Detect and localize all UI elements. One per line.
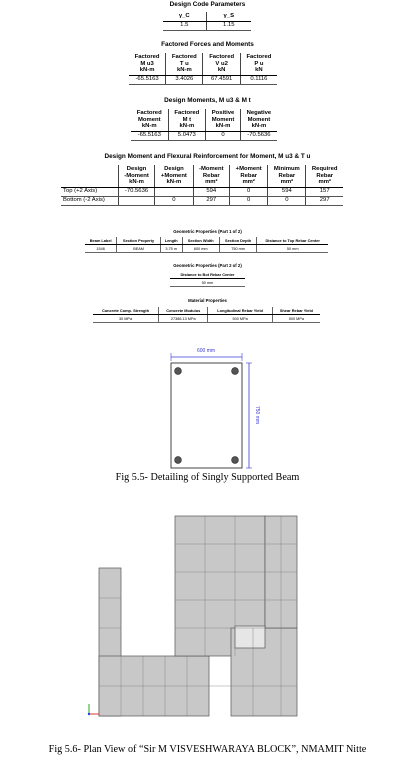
concrete-modulus-value: 27386.13 MPa — [159, 315, 208, 323]
design-code-title: Design Code Parameters — [169, 1, 246, 8]
longitudinal-yield-value: 500 MPa — [208, 315, 272, 323]
axis-marker — [88, 704, 99, 715]
positive-moment-value: 0 — [206, 131, 241, 140]
geometric-part1-table — [85, 237, 328, 253]
table-cell: -70.5636 — [118, 187, 154, 196]
table-cell: 0 — [268, 196, 306, 205]
row-label-bottom: Bottom (-2 Axis) — [61, 196, 118, 205]
plan-stair-opening — [235, 626, 265, 648]
factored-mt-value: 5.0473 — [168, 131, 206, 140]
minimum-rebar-header: Minimum Rebar mm² — [268, 165, 306, 187]
row-label-header — [61, 165, 118, 187]
table-cell: 157 — [306, 187, 343, 196]
factored-moment-header: Factored Moment kN-m — [131, 109, 168, 131]
section-property-value: BEAM — [117, 245, 161, 253]
factored-moment-value: -65.5163 — [131, 131, 168, 140]
beam-label-value: 1546 — [85, 245, 117, 253]
factored-pu-header: Factored P u kN — [240, 53, 277, 75]
table-cell: 297 — [306, 196, 343, 205]
geometric-part1-title: Geometric Properties (Part 1 of 2) — [173, 229, 242, 234]
depth-dimension — [246, 363, 260, 468]
factored-tu-value: 3.4026 — [166, 75, 203, 84]
neg-moment-rebar-header: -Moment Rebar mm² — [193, 165, 229, 187]
rebar-bottom-left — [175, 457, 182, 464]
gamma-c-value: 1.5 — [163, 21, 206, 30]
plan-view-drawing — [75, 508, 335, 728]
design-moments-title: Design Moments, M u3 & M t — [164, 97, 251, 104]
concrete-strength-header: Concrete Comp. Strength — [93, 307, 159, 315]
design-moments-table — [131, 109, 277, 141]
concrete-strength-value: 30 MPa — [93, 315, 159, 323]
top-rebar-distance-value: 50 mm — [257, 245, 328, 253]
positive-moment-header: Positive Moment kN-m — [206, 109, 241, 131]
factored-pu-value: 0.1116 — [240, 75, 277, 84]
geometric-part2-title: Geometric Properties (Part 2 of 2) — [173, 263, 242, 268]
longitudinal-yield-header: Longitudinal Rebar Yield — [208, 307, 272, 315]
required-rebar-header: Required Rebar mm² — [306, 165, 343, 187]
table-row — [61, 196, 343, 205]
table-cell: 0 — [230, 187, 268, 196]
pos-moment-rebar-header: +Moment Rebar mm² — [230, 165, 268, 187]
rebar-top-left — [175, 368, 182, 375]
reinforcement-title: Design Moment and Flexural Reinforcement for Moment, M u3 & T u — [104, 153, 311, 160]
gamma-c-header: γ_C — [163, 12, 206, 21]
design-pos-moment-header: Design +Moment kN-m — [155, 165, 193, 187]
material-title: Material Properties — [188, 298, 227, 303]
factored-forces-title: Factored Forces and Moments — [161, 41, 254, 48]
concrete-modulus-header: Concrete Modulus — [159, 307, 208, 315]
gamma-s-header: γ_S — [206, 12, 251, 21]
reinforcement-table — [61, 165, 343, 206]
rebar-bottom-right — [232, 457, 239, 464]
factored-mt-header: Factored M t kN-m — [168, 109, 206, 131]
section-depth-value: 750 mm — [219, 245, 257, 253]
factored-tu-header: Factored T u kN-m — [166, 53, 203, 75]
negative-moment-header: Negative Moment kN-m — [240, 109, 277, 131]
table-cell — [155, 187, 193, 196]
material-table — [93, 307, 320, 323]
geometric-part2-table — [170, 271, 245, 287]
table-cell: 594 — [193, 187, 229, 196]
fig55-caption: Fig 5.5- Detailing of Singly Supported Beam — [115, 472, 300, 483]
design-neg-moment-header: Design -Moment kN-m — [118, 165, 154, 187]
beam-section-outline — [171, 363, 242, 468]
factored-vu2-value: 67.4591 — [203, 75, 240, 84]
table-cell: 594 — [268, 187, 306, 196]
row-label-top: Top (+2 Axis) — [61, 187, 118, 196]
shear-yield-value: 500 MPa — [272, 315, 320, 323]
section-width-value: 600 mm — [182, 245, 219, 253]
fig56-caption: Fig 5.6- Plan View of “Sir M VISVESHWARAYA BLOCK”, NMAMIT Nitte — [48, 744, 367, 755]
beam-label-header: Beam Label — [85, 237, 117, 245]
table-cell: 0 — [155, 196, 193, 205]
gamma-s-value: 1.15 — [206, 21, 251, 30]
factored-mu3-value: -65.5163 — [129, 75, 166, 84]
table-row — [61, 187, 343, 196]
table-cell: 297 — [193, 196, 229, 205]
length-header: Length — [160, 237, 182, 245]
shear-yield-header: Shear Rebar Yield — [272, 307, 320, 315]
section-depth-header: Section Depth — [219, 237, 257, 245]
width-label: 600 mm — [196, 348, 216, 354]
table-cell — [118, 196, 154, 205]
bot-rebar-distance-value: 50 mm — [170, 279, 245, 287]
factored-forces-table — [129, 53, 277, 85]
length-value: 3.75 m — [160, 245, 182, 253]
section-property-header: Section Property — [117, 237, 161, 245]
factored-vu2-header: Factored V u2 kN — [203, 53, 240, 75]
section-width-header: Section Width — [182, 237, 219, 245]
depth-label: 750 mm — [254, 405, 260, 425]
beam-section-drawing — [160, 340, 260, 470]
factored-mu3-header: Factored M u3 kN-m — [129, 53, 166, 75]
rebar-top-right — [232, 368, 239, 375]
table-cell: 0 — [230, 196, 268, 205]
design-code-table — [163, 12, 251, 31]
width-dimension — [171, 348, 242, 361]
negative-moment-value: -70.5636 — [240, 131, 277, 140]
top-rebar-distance-header: Distance to Top Rebar Center — [257, 237, 328, 245]
bot-rebar-distance-header: Distance to Bot Rebar Center — [170, 271, 245, 279]
